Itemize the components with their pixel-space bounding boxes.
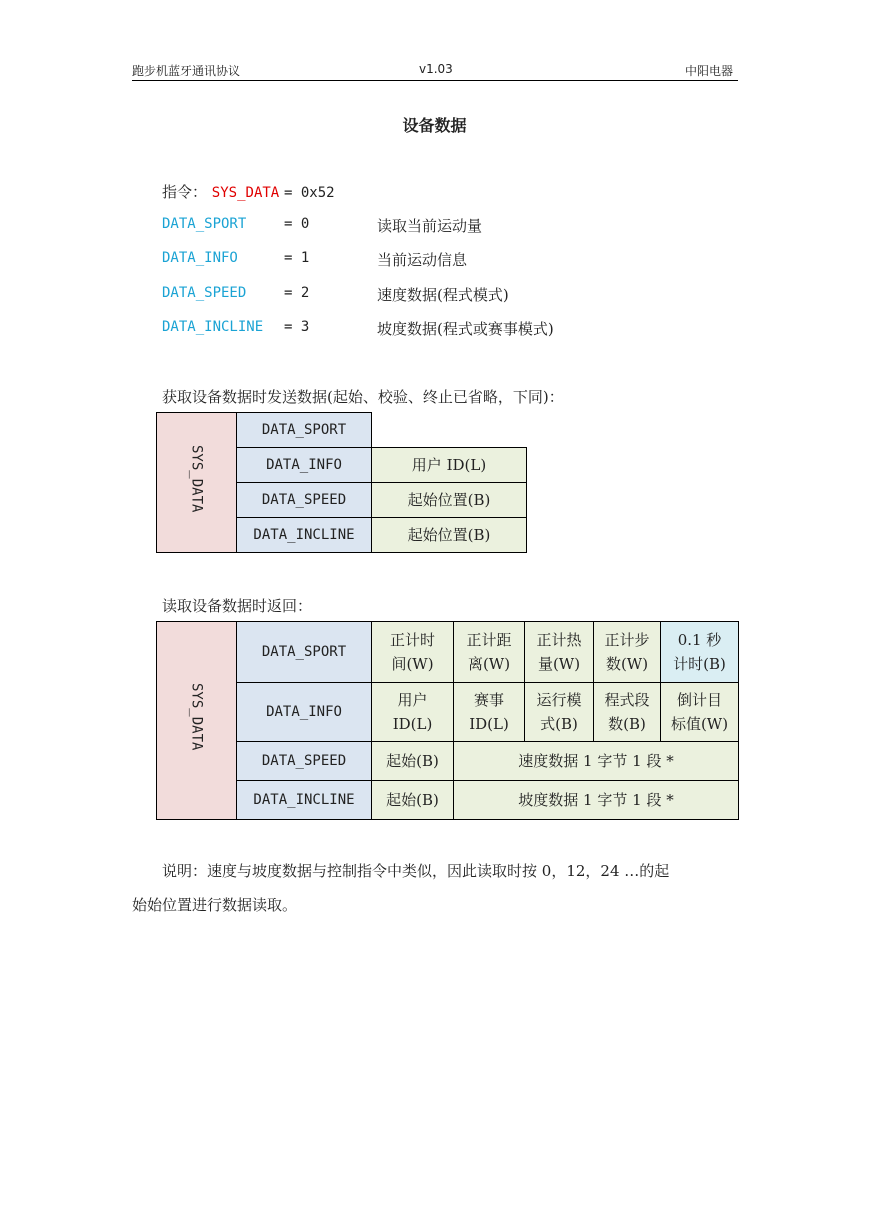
- command-prefix: 指令：: [162, 183, 208, 201]
- send-row-name: DATA_SPORT: [237, 413, 372, 448]
- def-name: DATA_INFO: [162, 250, 238, 266]
- return-cell: 倒计目 标值(W): [661, 683, 739, 742]
- command-name: SYS_DATA: [211, 185, 280, 201]
- send-group-cell: [157, 413, 237, 553]
- return-cell: 程式段 数(B): [594, 683, 661, 742]
- return-table: [156, 621, 739, 820]
- def-value: = 1: [284, 250, 310, 266]
- send-caption: 获取设备数据时发送数据(起始、校验、终止已省略，下同)：: [162, 388, 564, 406]
- return-start-cell: 起始(B): [372, 742, 454, 781]
- def-name: DATA_SPEED: [162, 285, 247, 301]
- send-row-param-empty: [372, 413, 527, 448]
- def-value: = 3: [284, 319, 310, 335]
- send-row-param: 起始位置(B): [372, 483, 527, 518]
- return-cell: 正计距 离(W): [454, 622, 525, 683]
- return-cell: 正计步 数(W): [594, 622, 661, 683]
- return-group-label: SYS_DATA: [188, 683, 205, 751]
- return-row-name: DATA_SPEED: [237, 742, 372, 781]
- def-desc: 当前运动信息: [377, 251, 468, 269]
- header-rule: [132, 80, 738, 81]
- return-row-name: DATA_INCLINE: [237, 781, 372, 820]
- command-value: = 0x52: [284, 185, 335, 201]
- command-line: [162, 181, 335, 202]
- return-cell: 赛事 ID(L): [454, 683, 525, 742]
- header-left: 跑步机蓝牙通讯协议: [132, 64, 241, 78]
- note-line-2: 始始位置进行数据读取。: [132, 896, 298, 914]
- def-name: DATA_SPORT: [162, 216, 247, 232]
- return-start-cell: 起始(B): [372, 781, 454, 820]
- return-row-name: DATA_INFO: [237, 683, 372, 742]
- send-row-name: DATA_INFO: [237, 448, 372, 483]
- def-value: = 0: [284, 216, 310, 232]
- return-data-cell: 速度数据 1 字节 1 段 *: [454, 742, 739, 781]
- return-cell: 正计热 量(W): [525, 622, 594, 683]
- send-table: [156, 412, 527, 553]
- send-row-name: DATA_SPEED: [237, 483, 372, 518]
- return-group-cell: [157, 622, 237, 820]
- send-row-name: DATA_INCLINE: [237, 518, 372, 553]
- header-right: 中阳电器: [685, 64, 734, 78]
- def-desc: 速度数据(程式模式): [377, 286, 509, 304]
- def-name: DATA_INCLINE: [162, 319, 264, 335]
- def-desc: 坡度数据(程式或赛事模式): [377, 320, 554, 338]
- return-data-cell: 坡度数据 1 字节 1 段 *: [454, 781, 739, 820]
- return-row-name: DATA_SPORT: [237, 622, 372, 683]
- note-line-1: 说明：速度与坡度数据与控制指令中类似，因此读取时按 0，12，24 …的起: [162, 862, 670, 880]
- return-cell: 用户 ID(L): [372, 683, 454, 742]
- page-title: 设备数据: [402, 116, 467, 135]
- header-version: v1.03: [419, 62, 453, 76]
- def-desc: 读取当前运动量: [377, 217, 483, 235]
- send-row-param: 用户 ID(L): [372, 448, 527, 483]
- send-row-param: 起始位置(B): [372, 518, 527, 553]
- send-group-label: SYS_DATA: [188, 445, 205, 513]
- return-cell: 正计时 间(W): [372, 622, 454, 683]
- return-cell: 运行模 式(B): [525, 683, 594, 742]
- return-cell: 0.1 秒 计时(B): [661, 622, 739, 683]
- return-caption: 读取设备数据时返回：: [162, 597, 313, 615]
- def-value: = 2: [284, 285, 310, 301]
